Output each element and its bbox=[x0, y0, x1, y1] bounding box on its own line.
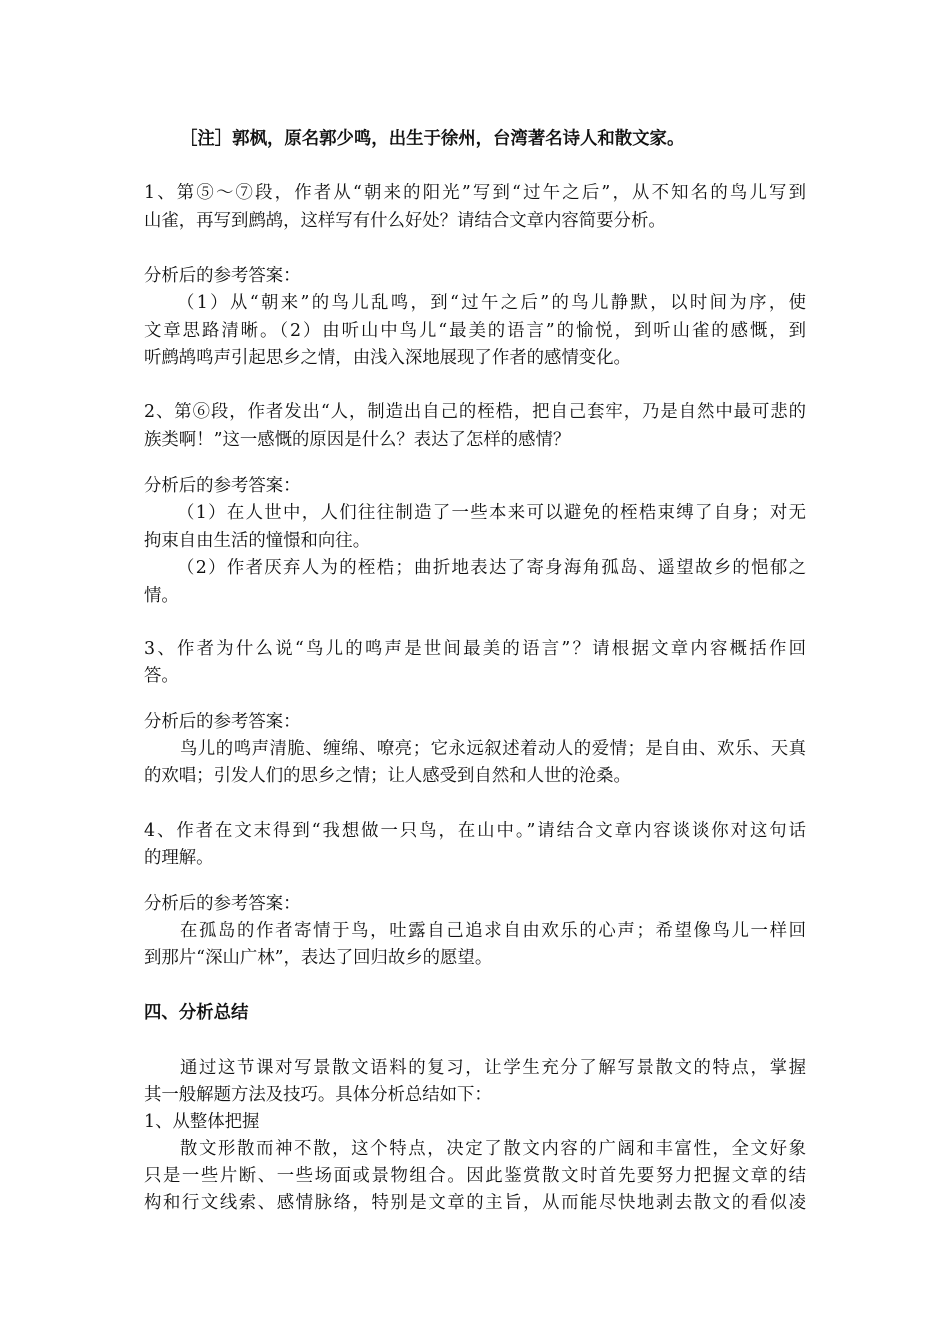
subheading-holistic: 1、从整体把握 bbox=[144, 1112, 260, 1132]
question-2-line-2: 族类啊！”这一感慨的原因是什么？表达了怎样的感情？ bbox=[144, 430, 571, 450]
answer-2-line-2: 拘束自由生活的憧憬和向往。 bbox=[144, 531, 371, 551]
question-1-line-1: 1、第⑤～⑦段，作者从“朝来的阳光”写到“过午之后”，从不知名的鸟儿写到 bbox=[144, 183, 806, 203]
answer-4-line-1: 在孤岛的作者寄情于鸟，吐露自己追求自由欢乐的心声；希望像鸟儿一样回 bbox=[180, 921, 806, 941]
answer-3-line-1: 鸟儿的鸣声清脆、缠绵、嘹亮；它永远叙述着动人的爱情；是自由、欢乐、天真 bbox=[180, 739, 806, 759]
answer-2-line-3: （2）作者厌弃人为的桎梏；曲折地表达了寄身海角孤岛、遥望故乡的悒郁之 bbox=[177, 558, 806, 578]
question-2-line-1: 2、第⑥段，作者发出“人，制造出自己的桎梏，把自己套牢，乃是自然中最可悲的 bbox=[144, 402, 806, 422]
answer-label-3: 分析后的参考答案： bbox=[144, 712, 301, 732]
body-line-2: 只是一些片断、一些场面或景物组合。因此鉴赏散文时首先要努力把握文章的结 bbox=[144, 1166, 806, 1186]
summary-line-1: 通过这节课对写景散文语料的复习，让学生充分了解写景散文的特点，掌握 bbox=[180, 1058, 806, 1078]
question-3-line-1: 3、作者为什么说“鸟儿的鸣声是世间最美的语言”？请根据文章内容概括作回 bbox=[144, 639, 806, 659]
answer-1-line-1: （1）从“朝来”的鸟儿乱鸣，到“过午之后”的鸟儿静默，以时间为序，使 bbox=[177, 293, 806, 313]
answer-1-line-3: 听鹧鸪鸣声引起思乡之情，由浅入深地展现了作者的感情变化。 bbox=[144, 348, 631, 368]
answer-1-line-2: 文章思路清晰。（2）由听山中鸟儿“最美的语言”的愉悦，到听山雀的感慨，到 bbox=[144, 321, 806, 341]
answer-2-line-1: （1）在人世中，人们往往制造了一些本来可以避免的桎梏束缚了自身；对无 bbox=[177, 503, 806, 523]
question-4-line-1: 4、作者在文末得到“我想做一只鸟，在山中。”请结合文章内容谈谈你对这句话 bbox=[144, 821, 806, 841]
body-line-1: 散文形散而神不散，这个特点，决定了散文内容的广阔和丰富性，全文好象 bbox=[180, 1139, 806, 1159]
body-line-3: 构和行文线索、感情脉络，特别是文章的主旨，从而能尽快地剥去散文的看似凌 bbox=[144, 1193, 806, 1213]
answer-2-line-4: 情。 bbox=[144, 586, 179, 606]
answer-4-line-2: 到那片“深山广林”，表达了回归故乡的愿望。 bbox=[144, 948, 493, 968]
summary-line-2: 其一般解题方法及技巧。具体分析总结如下： bbox=[144, 1085, 492, 1105]
answer-label-4: 分析后的参考答案： bbox=[144, 894, 301, 914]
author-note: ［注］郭枫，原名郭少鸣，出生于徐州，台湾著名诗人和散文家。 bbox=[180, 129, 685, 149]
question-1-line-2: 山雀，再写到鹧鸪，这样写有什么好处？请结合文章内容简要分析。 bbox=[144, 211, 666, 231]
question-3-line-2: 答。 bbox=[144, 666, 179, 686]
question-4-line-2: 的理解。 bbox=[144, 848, 214, 868]
section-heading: 四、分析总结 bbox=[144, 1003, 249, 1023]
answer-label-2: 分析后的参考答案： bbox=[144, 476, 301, 496]
answer-3-line-2: 的欢唱；引发人们的思乡之情；让人感受到自然和人世的沧桑。 bbox=[144, 766, 631, 786]
answer-label-1: 分析后的参考答案： bbox=[144, 266, 301, 286]
